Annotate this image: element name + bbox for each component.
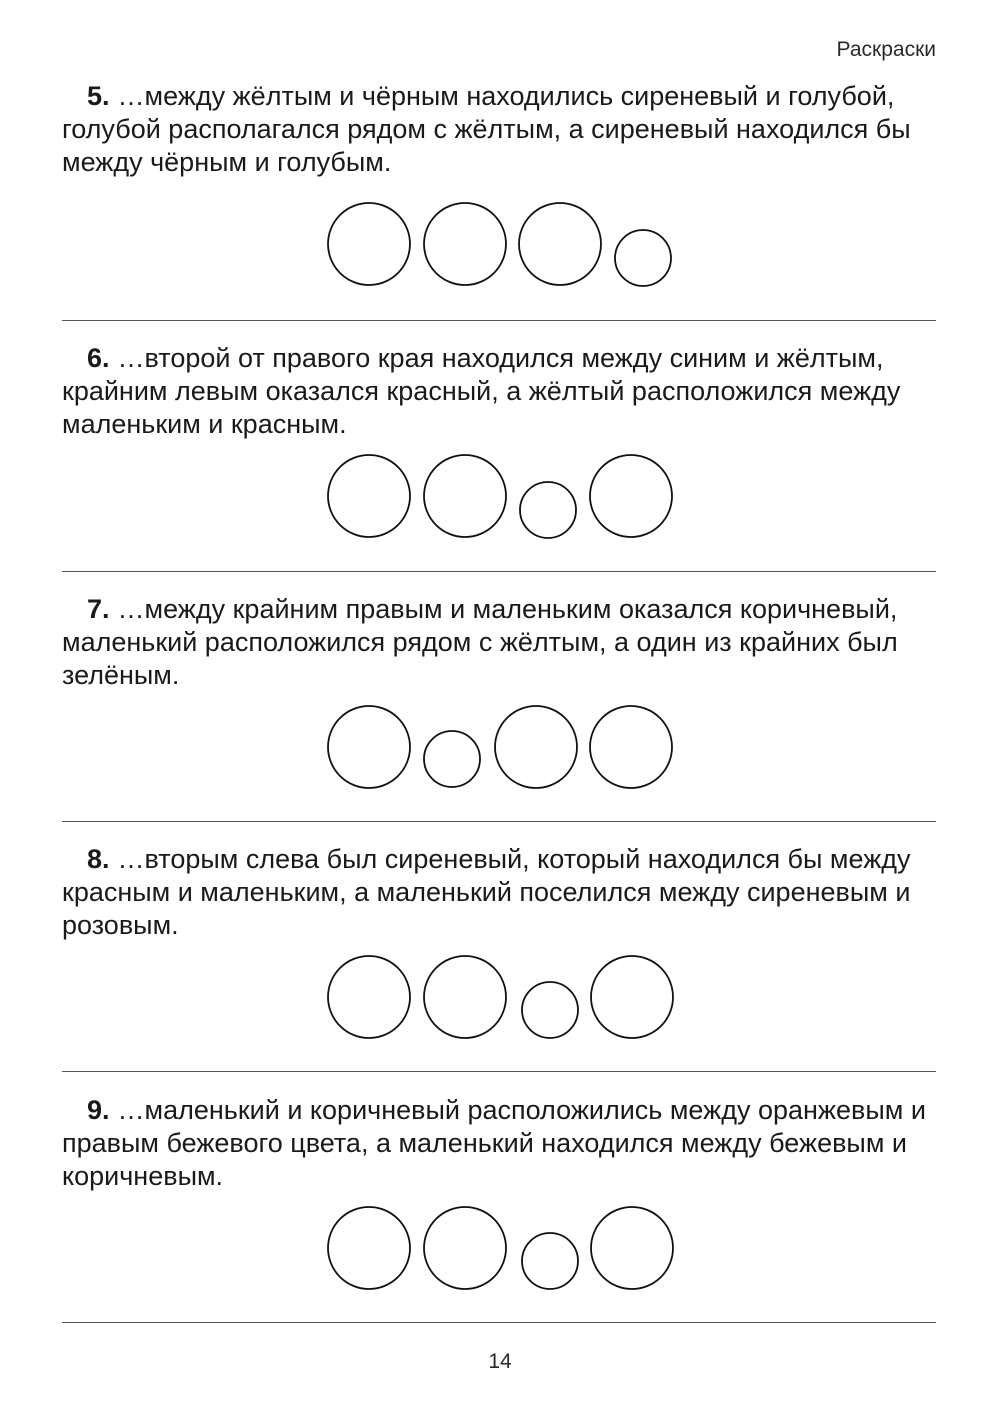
section-title: Раскраски bbox=[836, 38, 936, 61]
circle-row-7 bbox=[0, 703, 1000, 793]
task-description: …второй от правого края находился между синим и жёлтым, крайним левым оказался красный, а жёлтый расположился между маленьким и красным. bbox=[62, 343, 901, 439]
circle-row-svg bbox=[0, 703, 1000, 793]
divider bbox=[62, 1322, 936, 1323]
circle-big[interactable] bbox=[519, 203, 601, 285]
divider bbox=[62, 320, 936, 321]
task-description: …маленький и коричневый расположились между оранжевым и правым бежевого цвета, а маленький находился между бежевым и коричневым. bbox=[62, 1095, 926, 1191]
circle-big[interactable] bbox=[328, 203, 410, 285]
circle-big[interactable] bbox=[424, 956, 506, 1038]
circle-big[interactable] bbox=[328, 1207, 410, 1289]
task-description: …вторым слева был сиреневый, который находился бы между красным и маленьким, а маленький поселился между сиреневым и розовым. bbox=[62, 844, 911, 940]
circle-big[interactable] bbox=[328, 956, 410, 1038]
task-8 bbox=[62, 843, 938, 942]
circle-big[interactable] bbox=[591, 956, 673, 1038]
task-number: 9. bbox=[87, 1095, 110, 1125]
circle-big[interactable] bbox=[424, 455, 506, 537]
circle-row-svg bbox=[0, 452, 1000, 542]
circle-row-svg bbox=[0, 953, 1000, 1043]
task-description: …между жёлтым и чёрным находились сиреневый и голубой, голубой располагался рядом с жёлтым, а сиреневый находился бы между чёрным и голубым. bbox=[62, 81, 911, 177]
circle-big[interactable] bbox=[591, 1207, 673, 1289]
task-number: 8. bbox=[87, 844, 110, 874]
task-9 bbox=[62, 1094, 938, 1193]
page-number: 14 bbox=[488, 1350, 512, 1373]
circle-big[interactable] bbox=[590, 455, 672, 537]
circle-row-9 bbox=[0, 1204, 1000, 1294]
circle-row-svg bbox=[0, 200, 1000, 290]
task-text bbox=[62, 1094, 938, 1193]
circle-small[interactable] bbox=[520, 482, 576, 538]
task-text bbox=[62, 843, 938, 942]
task-text bbox=[62, 342, 938, 441]
circle-small[interactable] bbox=[424, 731, 480, 787]
divider bbox=[62, 571, 936, 572]
task-7 bbox=[62, 593, 938, 692]
circle-big[interactable] bbox=[328, 706, 410, 788]
circle-big[interactable] bbox=[495, 706, 577, 788]
task-number: 5. bbox=[87, 81, 110, 111]
task-number: 6. bbox=[87, 343, 110, 373]
divider bbox=[62, 821, 936, 822]
circle-big[interactable] bbox=[424, 203, 506, 285]
circle-small[interactable] bbox=[615, 230, 671, 286]
circle-small[interactable] bbox=[522, 1233, 578, 1289]
circle-big[interactable] bbox=[590, 706, 672, 788]
circle-big[interactable] bbox=[424, 1207, 506, 1289]
task-5 bbox=[62, 80, 938, 179]
task-number: 7. bbox=[87, 594, 110, 624]
circle-row-8 bbox=[0, 953, 1000, 1043]
circle-row-5 bbox=[0, 200, 1000, 290]
circle-row-6 bbox=[0, 452, 1000, 542]
divider bbox=[62, 1071, 936, 1072]
task-text bbox=[62, 80, 938, 179]
task-6 bbox=[62, 342, 938, 441]
circle-row-svg bbox=[0, 1204, 1000, 1294]
circle-big[interactable] bbox=[328, 455, 410, 537]
circle-small[interactable] bbox=[522, 982, 578, 1038]
task-text bbox=[62, 593, 938, 692]
task-description: …между крайним правым и маленьким оказался коричневый, маленький расположился рядом с жёлтым, а один из крайних был зелёным. bbox=[62, 594, 898, 690]
